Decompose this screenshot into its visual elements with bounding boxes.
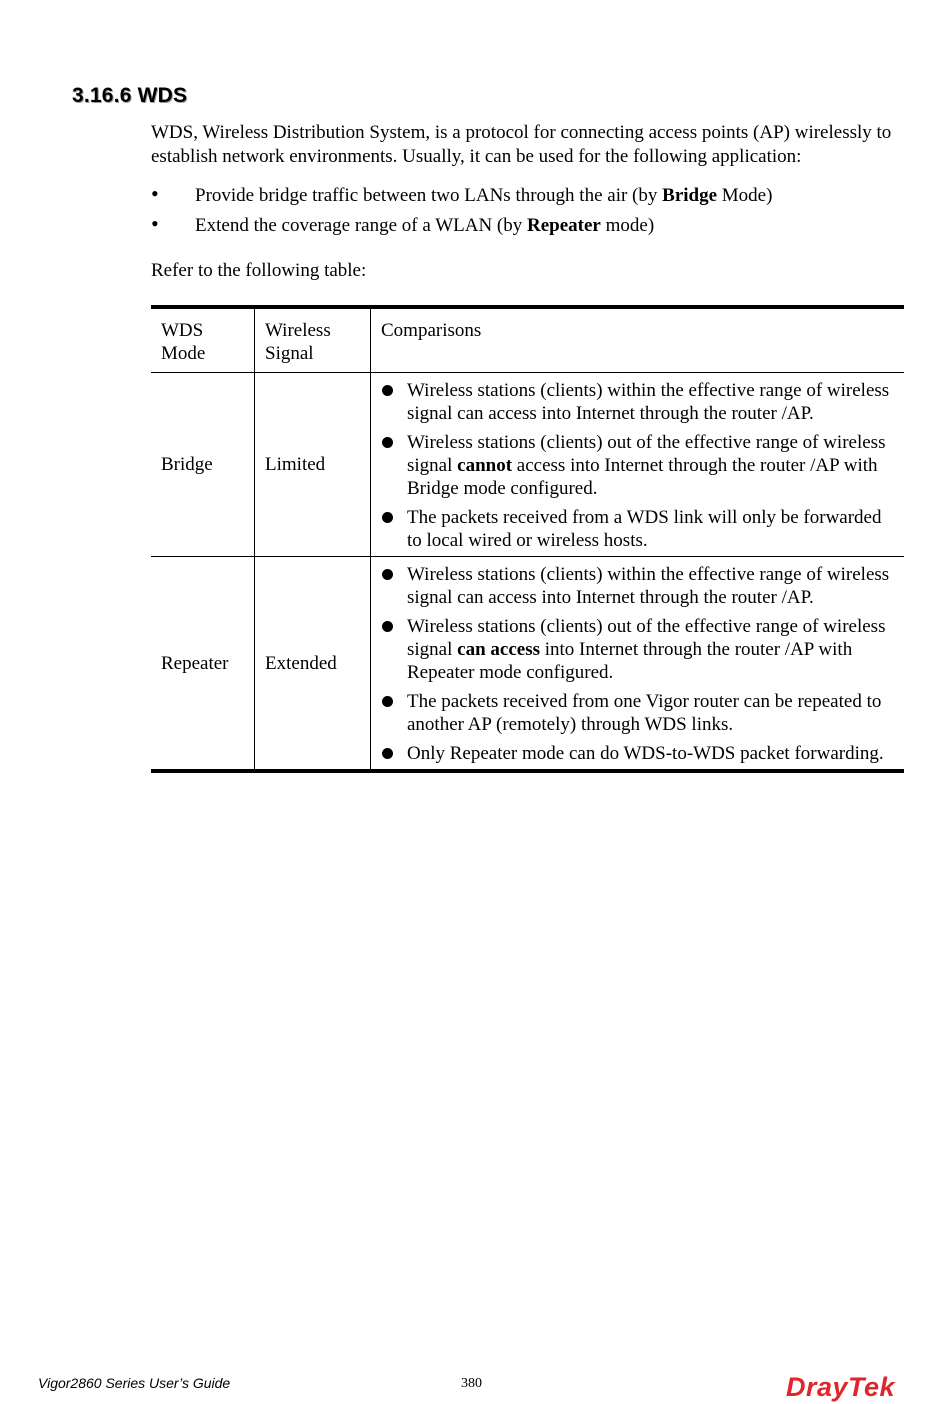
footer-guide-title: Vigor2860 Series User’s Guide: [38, 1375, 231, 1391]
comparison-list: [371, 373, 904, 556]
application-text-pre: Extend the coverage range of a WLAN (by: [195, 215, 528, 236]
comparison-item: [381, 742, 896, 765]
footer-page-number: 380: [461, 1376, 482, 1391]
cell-comparisons: [371, 373, 905, 557]
intro-paragraph: WDS, Wireless Distribution System, is a protocol for connecting access points (AP) wirelessly to establish network environments. Usually, it can be used for the following application:: [151, 122, 892, 167]
application-text-post: mode): [600, 215, 655, 236]
comparison-item: [381, 690, 896, 736]
comparison-text-bold: cannot: [457, 455, 513, 476]
draytek-logo: [784, 1370, 912, 1404]
bullet-icon: [382, 569, 393, 580]
comparison-text-pre: The packets received from one Vigor router can be repeated to another AP (remotely) through WDS links.: [407, 691, 882, 735]
comparison-text-post: access into Internet through the router /AP with Bridge mode configured.: [407, 455, 878, 499]
application-item: [151, 211, 911, 237]
application-text-post: Mode): [717, 185, 773, 206]
application-item: [151, 181, 911, 207]
application-text-pre: Provide bridge traffic between two LANs through the air (by: [195, 185, 663, 206]
comparison-item: [381, 431, 896, 500]
header-wds-mode: WDS Mode: [151, 307, 255, 373]
bullet-icon: [382, 512, 393, 523]
comparison-text-post: into Internet through the router /AP with Repeater mode configured.: [407, 639, 853, 683]
cell-mode: Repeater: [161, 652, 229, 674]
comparison-item: [381, 563, 896, 609]
comparison-text-pre: Only Repeater mode can do WDS-to-WDS packet forwarding.: [407, 743, 884, 764]
comparison-item: [381, 379, 896, 425]
header-comparisons: Comparisons: [371, 307, 905, 373]
cell-comparisons: [371, 557, 905, 772]
comparison-text-pre: Wireless stations (clients) out of the effective range of wireless signal: [407, 616, 886, 660]
application-text-bold: Bridge: [662, 185, 718, 206]
bullet-icon: [382, 621, 393, 632]
comparison-item: [381, 506, 896, 552]
table-header-row: [151, 307, 904, 373]
bullet-icon: [382, 696, 393, 707]
cell-signal: Extended: [255, 557, 371, 772]
bullet-icon: [382, 748, 393, 759]
table-row: [151, 557, 904, 772]
cell-signal: Limited: [255, 373, 371, 557]
comparison-text-pre: Wireless stations (clients) out of the effective range of wireless signal: [407, 432, 886, 476]
bullet-icon: [382, 437, 393, 448]
comparison-item: [381, 615, 896, 684]
cell-mode: Bridge: [161, 454, 213, 475]
application-text-bold: Repeater: [527, 215, 601, 236]
refer-text: Refer to the following table:: [151, 260, 367, 281]
svg-text:DrayTek: DrayTek: [786, 1372, 896, 1402]
wds-comparison-table: [151, 305, 904, 773]
comparison-text-pre: Wireless stations (clients) within the effective range of wireless signal can access into Internet through the router /AP.: [407, 380, 890, 424]
bullet-icon: [382, 385, 393, 396]
comparison-text-bold: can access: [457, 639, 540, 660]
table-row: [151, 373, 904, 557]
application-list: [151, 181, 911, 244]
section-heading: 3.16.6 WDS: [72, 84, 188, 107]
bullet-icon: •: [151, 211, 159, 236]
comparison-list: [371, 557, 904, 769]
bullet-icon: •: [151, 181, 159, 206]
comparison-text-pre: The packets received from a WDS link will only be forwarded to local wired or wireless hosts.: [407, 507, 882, 551]
header-wireless-signal: Wireless Signal: [255, 307, 371, 373]
comparison-text-pre: Wireless stations (clients) within the effective range of wireless signal can access into Internet through the router /AP.: [407, 564, 890, 608]
